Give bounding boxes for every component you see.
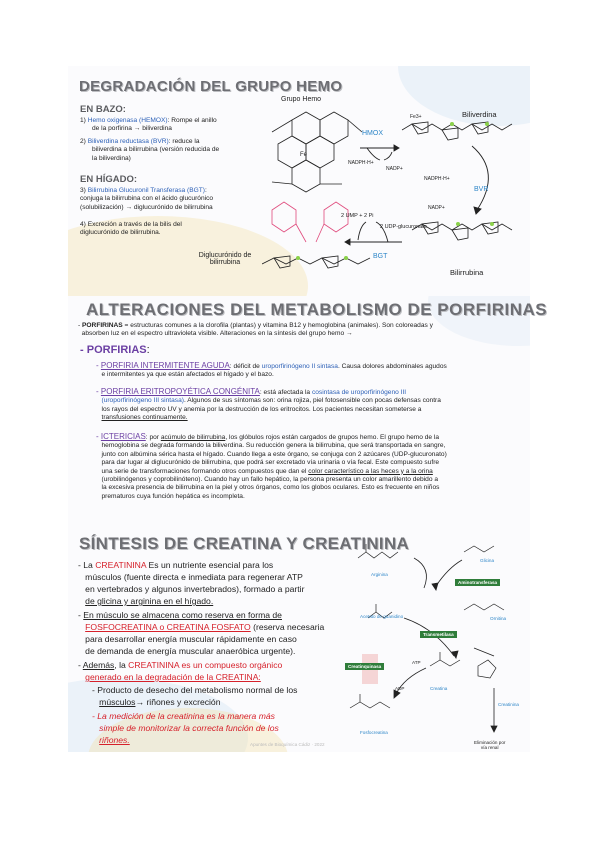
enzyme-aminotransferasa: Aminotransferasa (455, 579, 500, 586)
ictericias: - ICTERICIAS: por acúmulo de bilirrubina, los glóbulos rojos están cargados de grupos hemo. El grupo hemo de la hemoglobina se degrada formando la biliverdina. Su reducción genera la bilirrubina, que será transportada en sangre, junto con albúmina sérica hasta el hígado. Cuando llega a este órgano, se conjuga con 2 azúcares (UDP-glucuronato) para dar lugar al diglucurónido de bilirrubina, que podrá ser excretado vía urinaria o vía fecal. Este compuesto sufre una serie de transformaciones formando otros compuestos que dan el color característico a las heces y a la orina (urobilinógenos y coprobilinóteno). Cuando hay un fallo hepático, la persona presenta un color amarillento debido a la excesiva presencia de bilirrubina en la piel y otros órganos, como los globos oculares. Esto es frecuente en niños prematuros cuya función hepática es incompleta. (96, 432, 447, 500)
biliverdina-molecule (402, 122, 512, 140)
creatina-item-2: - En músculo se almacena como reserva en forma de FOSFOCREATINA o CREATINA FOSFATO (reserva necesaria para desarrollar energía muscular rápidamente en caso de demanda de energía muscular anaeróbica urgente). (78, 610, 325, 656)
porfiria-aguda: - PORFIRIA INTERMITENTE AGUDA: déficit de uroporfirinógeno II sintasa. Causa dolores abdominales agudos e intermitentes ya que están afectados el hígado y el bazo. (96, 361, 447, 379)
nadp-label-2: NADP+ (428, 205, 445, 211)
diglucuronido-label: Diglucurónido de bilirrubina (198, 252, 252, 266)
label-creatinina: Creatinina (498, 702, 519, 707)
section-title-porfirinas: ALTERACIONES DEL METABOLISMO DE PORFIRINAS (86, 300, 548, 319)
nadph-label-2: NADPH·H+ (424, 176, 450, 182)
nadph-label-1: NADPH·H+ (348, 160, 374, 166)
porfirinas-definition: - PORFIRINAS = estructuras comunes a la clorofila (plantas) y vitamina B12 y hemoglobina (animales). Son coloreadas y absorben luz en el espectro ultravioleta visible. Alteraciones en la síntesis del grupo hemo → (78, 322, 433, 338)
porfiria-eritropoyetica: - PORFIRIA ERITROPOYÉTICA CONGÉNITA: está afectada la cosintasa de uroporfirinógeno III (uroporfirinógeno III sintasa). Algunos de sus síntomas son: orina rojiza, piel fotosensible con pocas defensas contra los rayos del espectro UV y anemia por la destrucción de los eritrocitos. Los pacientes necesitan someterse a transfusiones continuamente. (96, 387, 441, 422)
label-adp: ADP (395, 686, 405, 691)
fe-label: Fe (300, 152, 308, 158)
heme-molecule (272, 112, 362, 192)
creatina-subitem-1: - Producto de desecho del metabolismo normal de los músculos→ riñones y excreción (92, 685, 298, 707)
label-fosfocreatina: Fosfocreatina (360, 730, 388, 735)
grupo-hemo-label: Grupo Hemo (281, 96, 322, 103)
bilirrubina-label: Bilirrubina (450, 268, 484, 277)
label-arginina: Arginina (371, 572, 388, 577)
higado-item-3: 3) Bilirrubina Glucuronil Transferasa (BGT): conjuga la bilirrubina con el ácido glucurónico (solubilización) → diglucurónido de bilirrubina (80, 187, 214, 211)
bilirrubina-molecule (412, 222, 512, 240)
enzyme-transmetilasa: Transmetilasa (420, 631, 457, 638)
nadp-label-1: NADP+ (386, 166, 403, 172)
highlight-dot (296, 256, 300, 260)
bazo-item-1: 1) Hemo oxigenasa (HEMOX): Rompe el anillo de la porfirina → biliverdina (80, 117, 217, 133)
page-footer: Apuntes de Bioquímica Cádiz · 2022 (250, 742, 325, 747)
creatina-subitem-2: - La medición de la creatinina es la manera más simple de monitorizar la correcta función de los riñones. (92, 711, 279, 745)
heading-en-bazo: EN BAZO: (80, 104, 126, 115)
label-atp: ATP (412, 660, 421, 665)
highlight-dot (490, 222, 494, 226)
highlight-dot (485, 122, 489, 126)
highlight-dot (344, 256, 348, 260)
section-title-creatina: SÍNTESIS DE CREATINA Y CREATININA (79, 534, 410, 553)
udp-glucuronato-label: 2 UDP-glucuronato (380, 224, 427, 230)
fe3-label: Fe3+ (410, 114, 422, 120)
label-eliminacion: Eliminación por vía renal (474, 740, 506, 750)
hmox-enzyme-label: HMOX (362, 130, 383, 137)
heading-porfirias: - PORFIRIAS: (80, 344, 150, 356)
label-ornitina: Ornitina (490, 616, 507, 621)
higado-item-4: 4) Excreción a través de la bilis del diglucurónido de bilirrubina. (80, 221, 182, 237)
diglucuronido-molecule (272, 202, 348, 242)
biliverdina-label: Biliverdina (462, 110, 497, 119)
creatina-item-3: - Además, la CREATININA es un compuesto orgánico generado en la degradación de la CREATINA: (78, 660, 283, 682)
bgt-enzyme-label: BGT (373, 253, 388, 260)
label-acetato-guanidino: Acetato de guanidino (360, 614, 404, 619)
highlight-dot (456, 222, 460, 226)
label-creatina: Creatina (430, 686, 448, 691)
highlight-dot (450, 122, 454, 126)
label-glicina: Glicina (480, 558, 495, 563)
section-title-hemo: DEGRADACIÓN DEL GRUPO HEMO (79, 78, 343, 95)
creatina-item-1: - La CREATININA Es un nutriente esencial para los músculos (fuente directa e inmediata para regenerar ATP en vertebrados y algunos invertebrados), formado a partir de glicina y arginina en el hígado. (78, 560, 305, 606)
diglucuronido-backbone (262, 256, 370, 268)
heading-en-higado: EN HÍGADO: (80, 174, 137, 185)
ump-label: 2 UMP + 2 Pi (341, 213, 374, 219)
creatina-synthesis-diagram (344, 538, 530, 752)
hemo-degradation-diagram (262, 92, 530, 282)
bvr-enzyme-label: BVR (474, 186, 489, 193)
enzyme-creatinquinasa: Creatinquinasa (345, 663, 384, 670)
bazo-item-2: 2) Biliverdina reductasa (BVR): reduce la biliverdina a bilirrubina (versión reducida de la biliverdina) (80, 138, 220, 162)
